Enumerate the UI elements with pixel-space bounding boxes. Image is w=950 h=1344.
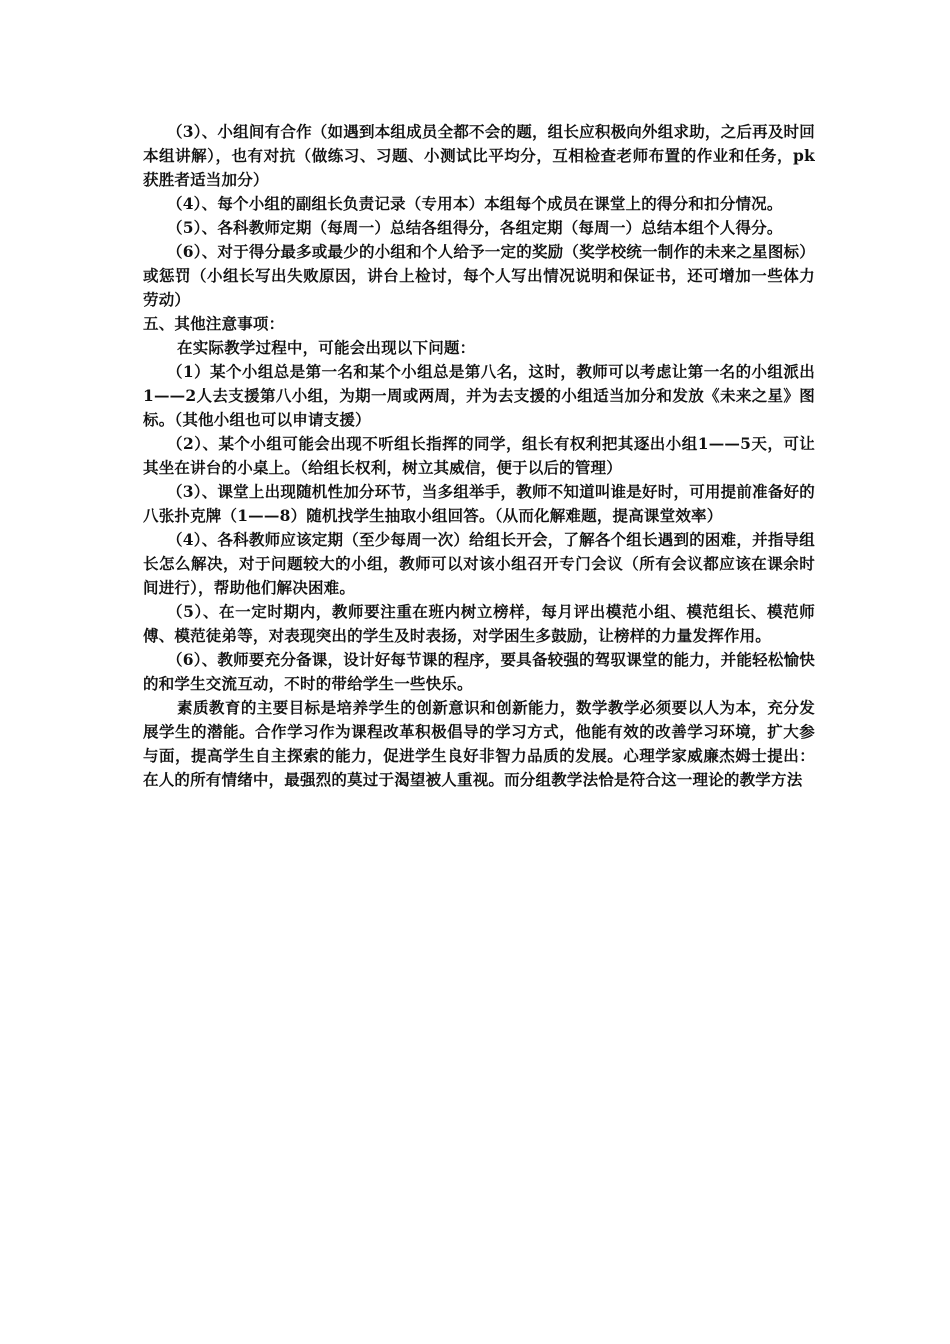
problem-3: （3）、课堂上出现随机性加分环节，当多组举手，教师不知道叫谁是好时，可用提前准备好的八张扑克牌（1——8）随机找学生抽取小组回答。（从而化解难题，提高课堂效率） — [143, 482, 815, 525]
item-3-cooperation: （3）、小组间有合作（如遇到本组成员全都不会的题，组长应积极向外组求助，之后再及时回本组讲解），也有对抗（做练习、习题、小测试比平均分，互相检查老师布置的作业和任务，pk获胜者适当加分） — [143, 122, 815, 189]
intro-problems: 在实际教学过程中，可能会出现以下问题： — [177, 338, 476, 357]
problem-6: （6）、教师要充分备课，设计好每节课的程序，要具备较强的驾驭课堂的能力，并能轻松愉快的和学生交流互动，不时的带给学生一些快乐。 — [143, 650, 815, 693]
conclusion-paragraph: 素质教育的主要目标是培养学生的创新意识和创新能力，数学教学必须要以人为本，充分发展学生的潜能。合作学习作为课程改革积极倡导的学习方式，他能有效的改善学习环境，扩大参与面，提高学生自主探索的能力，促进学生良好非智力品质的发展。心理学家威廉杰姆士提出：在人的所有情绪中，最强烈的莫过于渴望被人重视。而分组教学法恰是符合这一理论的教学方法 — [143, 698, 815, 789]
problem-4: （4）、各科教师应该定期（至少每周一次）给组长开会，了解各个组长遇到的困难，并指导组长怎么解决，对于问题较大的小组，教师可以对该小组召开专门会议（所有会议都应该在课余时间进行），帮助他们解决困难。 — [143, 530, 815, 597]
problem-5: （5）、在一定时期内，教师要注重在班内树立榜样，每月评出模范小组、模范组长、模范师傅、模范徒弟等，对表现突出的学生及时表扬，对学困生多鼓励，让榜样的力量发挥作用。 — [143, 602, 815, 645]
item-4-record: （4）、每个小组的副组长负责记录（专用本）本组每个成员在课堂上的得分和扣分情况。 — [167, 194, 783, 213]
item-5-summary: （5）、各科教师定期（每周一）总结各组得分，各组定期（每周一）总结本组个人得分。 — [167, 218, 783, 237]
problem-1: （1）某个小组总是第一名和某个小组总是第八名，这时，教师可以考虑让第一名的小组派出1——2人去支援第八小组，为期一周或两周，并为去支援的小组适当加分和发放《未来之星》图标。（其他小组也可以申请支援） — [143, 362, 815, 429]
document-page — [143, 120, 815, 792]
problem-2: （2）、某个小组可能会出现不听组长指挥的同学，组长有权利把其逐出小组1——5天，可让其坐在讲台的小桌上。（给组长权利，树立其威信，便于以后的管理） — [143, 434, 815, 477]
section-5-heading: 五、其他注意事项： — [143, 314, 285, 333]
item-6-reward: （6）、对于得分最多或最少的小组和个人给予一定的奖励（奖学校统一制作的未来之星图标）或惩罚（小组长写出失败原因，讲台上检讨，每个人写出情况说明和保证书，还可增加一些体力劳动） — [143, 242, 815, 309]
